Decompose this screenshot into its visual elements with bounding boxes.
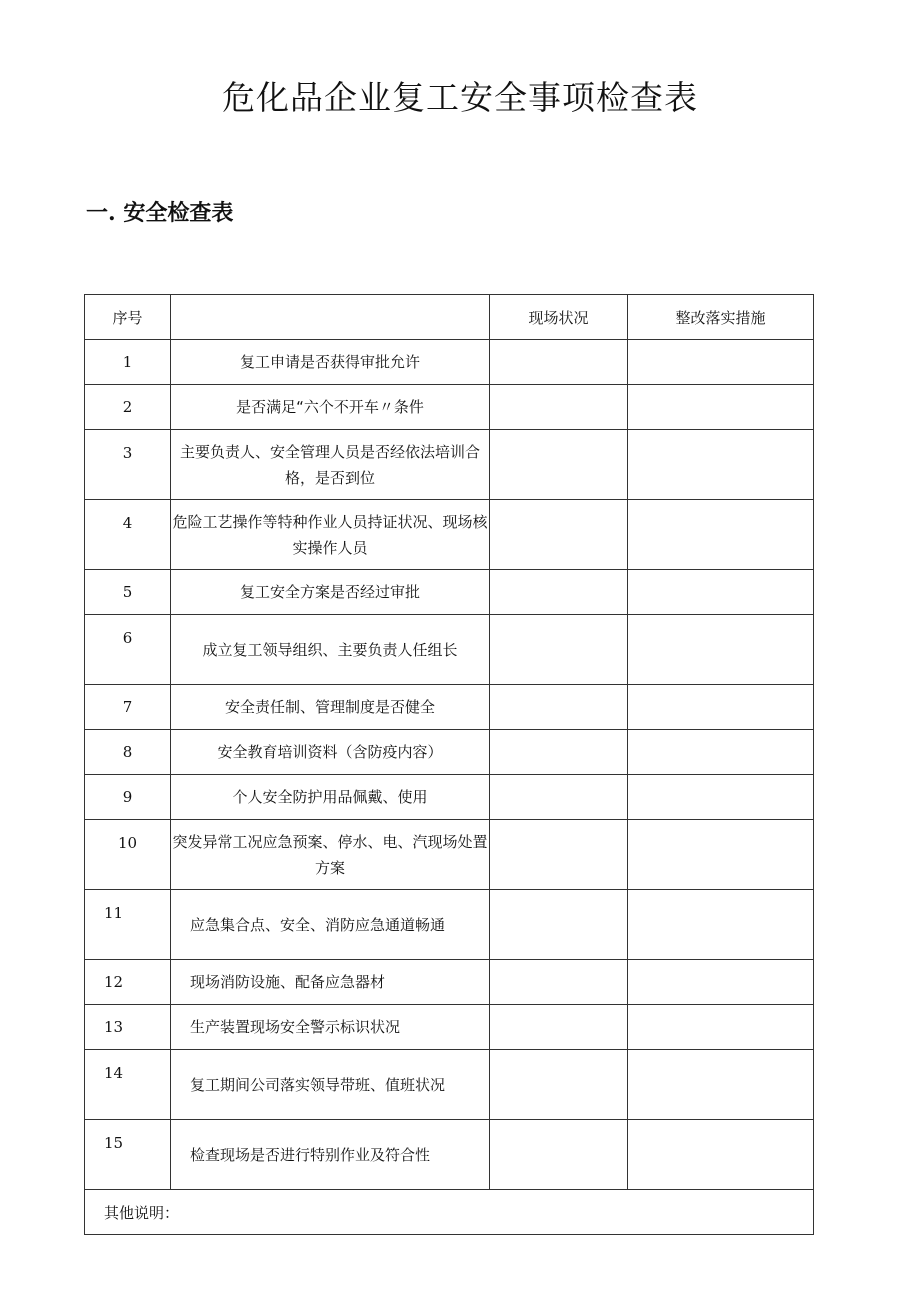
header-status: 现场状况 <box>490 295 628 340</box>
header-no: 序号 <box>85 295 171 340</box>
status-cell[interactable] <box>490 570 628 615</box>
fix-cell[interactable] <box>628 340 814 385</box>
row-number: 12 <box>85 960 171 1005</box>
row-number: 3 <box>85 430 171 500</box>
check-item: 复工安全方案是否经过审批 <box>171 570 490 615</box>
status-cell[interactable] <box>490 960 628 1005</box>
safety-check-table <box>84 294 814 1235</box>
status-cell[interactable] <box>490 775 628 820</box>
check-item: 检查现场是否进行特别作业及符合性 <box>171 1120 490 1190</box>
table-row <box>85 730 814 775</box>
check-item: 成立复工领导组织、主要负责人任组长 <box>171 615 490 685</box>
fix-cell[interactable] <box>628 385 814 430</box>
check-item: 现场消防设施、配备应急器材 <box>171 960 490 1005</box>
fix-cell[interactable] <box>628 775 814 820</box>
table-footer-row <box>85 1190 814 1235</box>
row-number: 6 <box>85 615 171 685</box>
row-number: 14 <box>85 1050 171 1120</box>
row-number: 13 <box>85 1005 171 1050</box>
other-notes[interactable]: 其他说明： <box>85 1190 814 1235</box>
table-row <box>85 960 814 1005</box>
row-number: 9 <box>85 775 171 820</box>
section-heading: 一. 安全检查表 <box>86 200 234 226</box>
table-row <box>85 500 814 570</box>
check-item: 安全教育培训资料（含防疫内容） <box>171 730 490 775</box>
check-item: 应急集合点、安全、消防应急通道畅通 <box>171 890 490 960</box>
fix-cell[interactable] <box>628 500 814 570</box>
status-cell[interactable] <box>490 430 628 500</box>
status-cell[interactable] <box>490 730 628 775</box>
status-cell[interactable] <box>490 1120 628 1190</box>
fix-cell[interactable] <box>628 1120 814 1190</box>
row-number: 4 <box>85 500 171 570</box>
table-row <box>85 1050 814 1120</box>
status-cell[interactable] <box>490 1050 628 1120</box>
fix-cell[interactable] <box>628 890 814 960</box>
check-item: 复工期间公司落实领导带班、值班状况 <box>171 1050 490 1120</box>
check-item: 复工申请是否获得审批允许 <box>171 340 490 385</box>
fix-cell[interactable] <box>628 730 814 775</box>
status-cell[interactable] <box>490 385 628 430</box>
table-header-row <box>85 295 814 340</box>
table-row <box>85 890 814 960</box>
check-item: 生产装置现场安全警示标识状况 <box>171 1005 490 1050</box>
status-cell[interactable] <box>490 340 628 385</box>
status-cell[interactable] <box>490 500 628 570</box>
page-title: 危化品企业复工安全事项检查表 <box>222 78 698 117</box>
row-number: 1 <box>85 340 171 385</box>
check-item: 安全责任制、管理制度是否健全 <box>171 685 490 730</box>
row-number: 8 <box>85 730 171 775</box>
row-number: 11 <box>85 890 171 960</box>
check-item: 主要负责人、安全管理人员是否经依法培训合格，是否到位 <box>171 430 490 500</box>
status-cell[interactable] <box>490 820 628 890</box>
check-item: 危险工艺操作等特种作业人员持证状况、现场核实操作人员 <box>171 500 490 570</box>
row-number: 5 <box>85 570 171 615</box>
row-number: 2 <box>85 385 171 430</box>
fix-cell[interactable] <box>628 570 814 615</box>
fix-cell[interactable] <box>628 960 814 1005</box>
status-cell[interactable] <box>490 615 628 685</box>
fix-cell[interactable] <box>628 685 814 730</box>
row-number: 15 <box>85 1120 171 1190</box>
table-row <box>85 570 814 615</box>
fix-cell[interactable] <box>628 430 814 500</box>
fix-cell[interactable] <box>628 1005 814 1050</box>
table-row <box>85 340 814 385</box>
check-item: 个人安全防护用品佩戴、使用 <box>171 775 490 820</box>
fix-cell[interactable] <box>628 820 814 890</box>
table-row <box>85 685 814 730</box>
table-row <box>85 1005 814 1050</box>
table-row <box>85 820 814 890</box>
table-row <box>85 775 814 820</box>
header-item <box>171 295 490 340</box>
check-item: 突发异常工况应急预案、停水、电、汽现场处置方案 <box>171 820 490 890</box>
status-cell[interactable] <box>490 685 628 730</box>
header-fix: 整改落实措施 <box>628 295 814 340</box>
check-item: 是否满足“六个不开车〃条件 <box>171 385 490 430</box>
row-number: 7 <box>85 685 171 730</box>
row-number: 10 <box>85 820 171 890</box>
table-row <box>85 430 814 500</box>
table-row <box>85 615 814 685</box>
fix-cell[interactable] <box>628 1050 814 1120</box>
table-row <box>85 385 814 430</box>
status-cell[interactable] <box>490 890 628 960</box>
fix-cell[interactable] <box>628 615 814 685</box>
table-row <box>85 1120 814 1190</box>
status-cell[interactable] <box>490 1005 628 1050</box>
